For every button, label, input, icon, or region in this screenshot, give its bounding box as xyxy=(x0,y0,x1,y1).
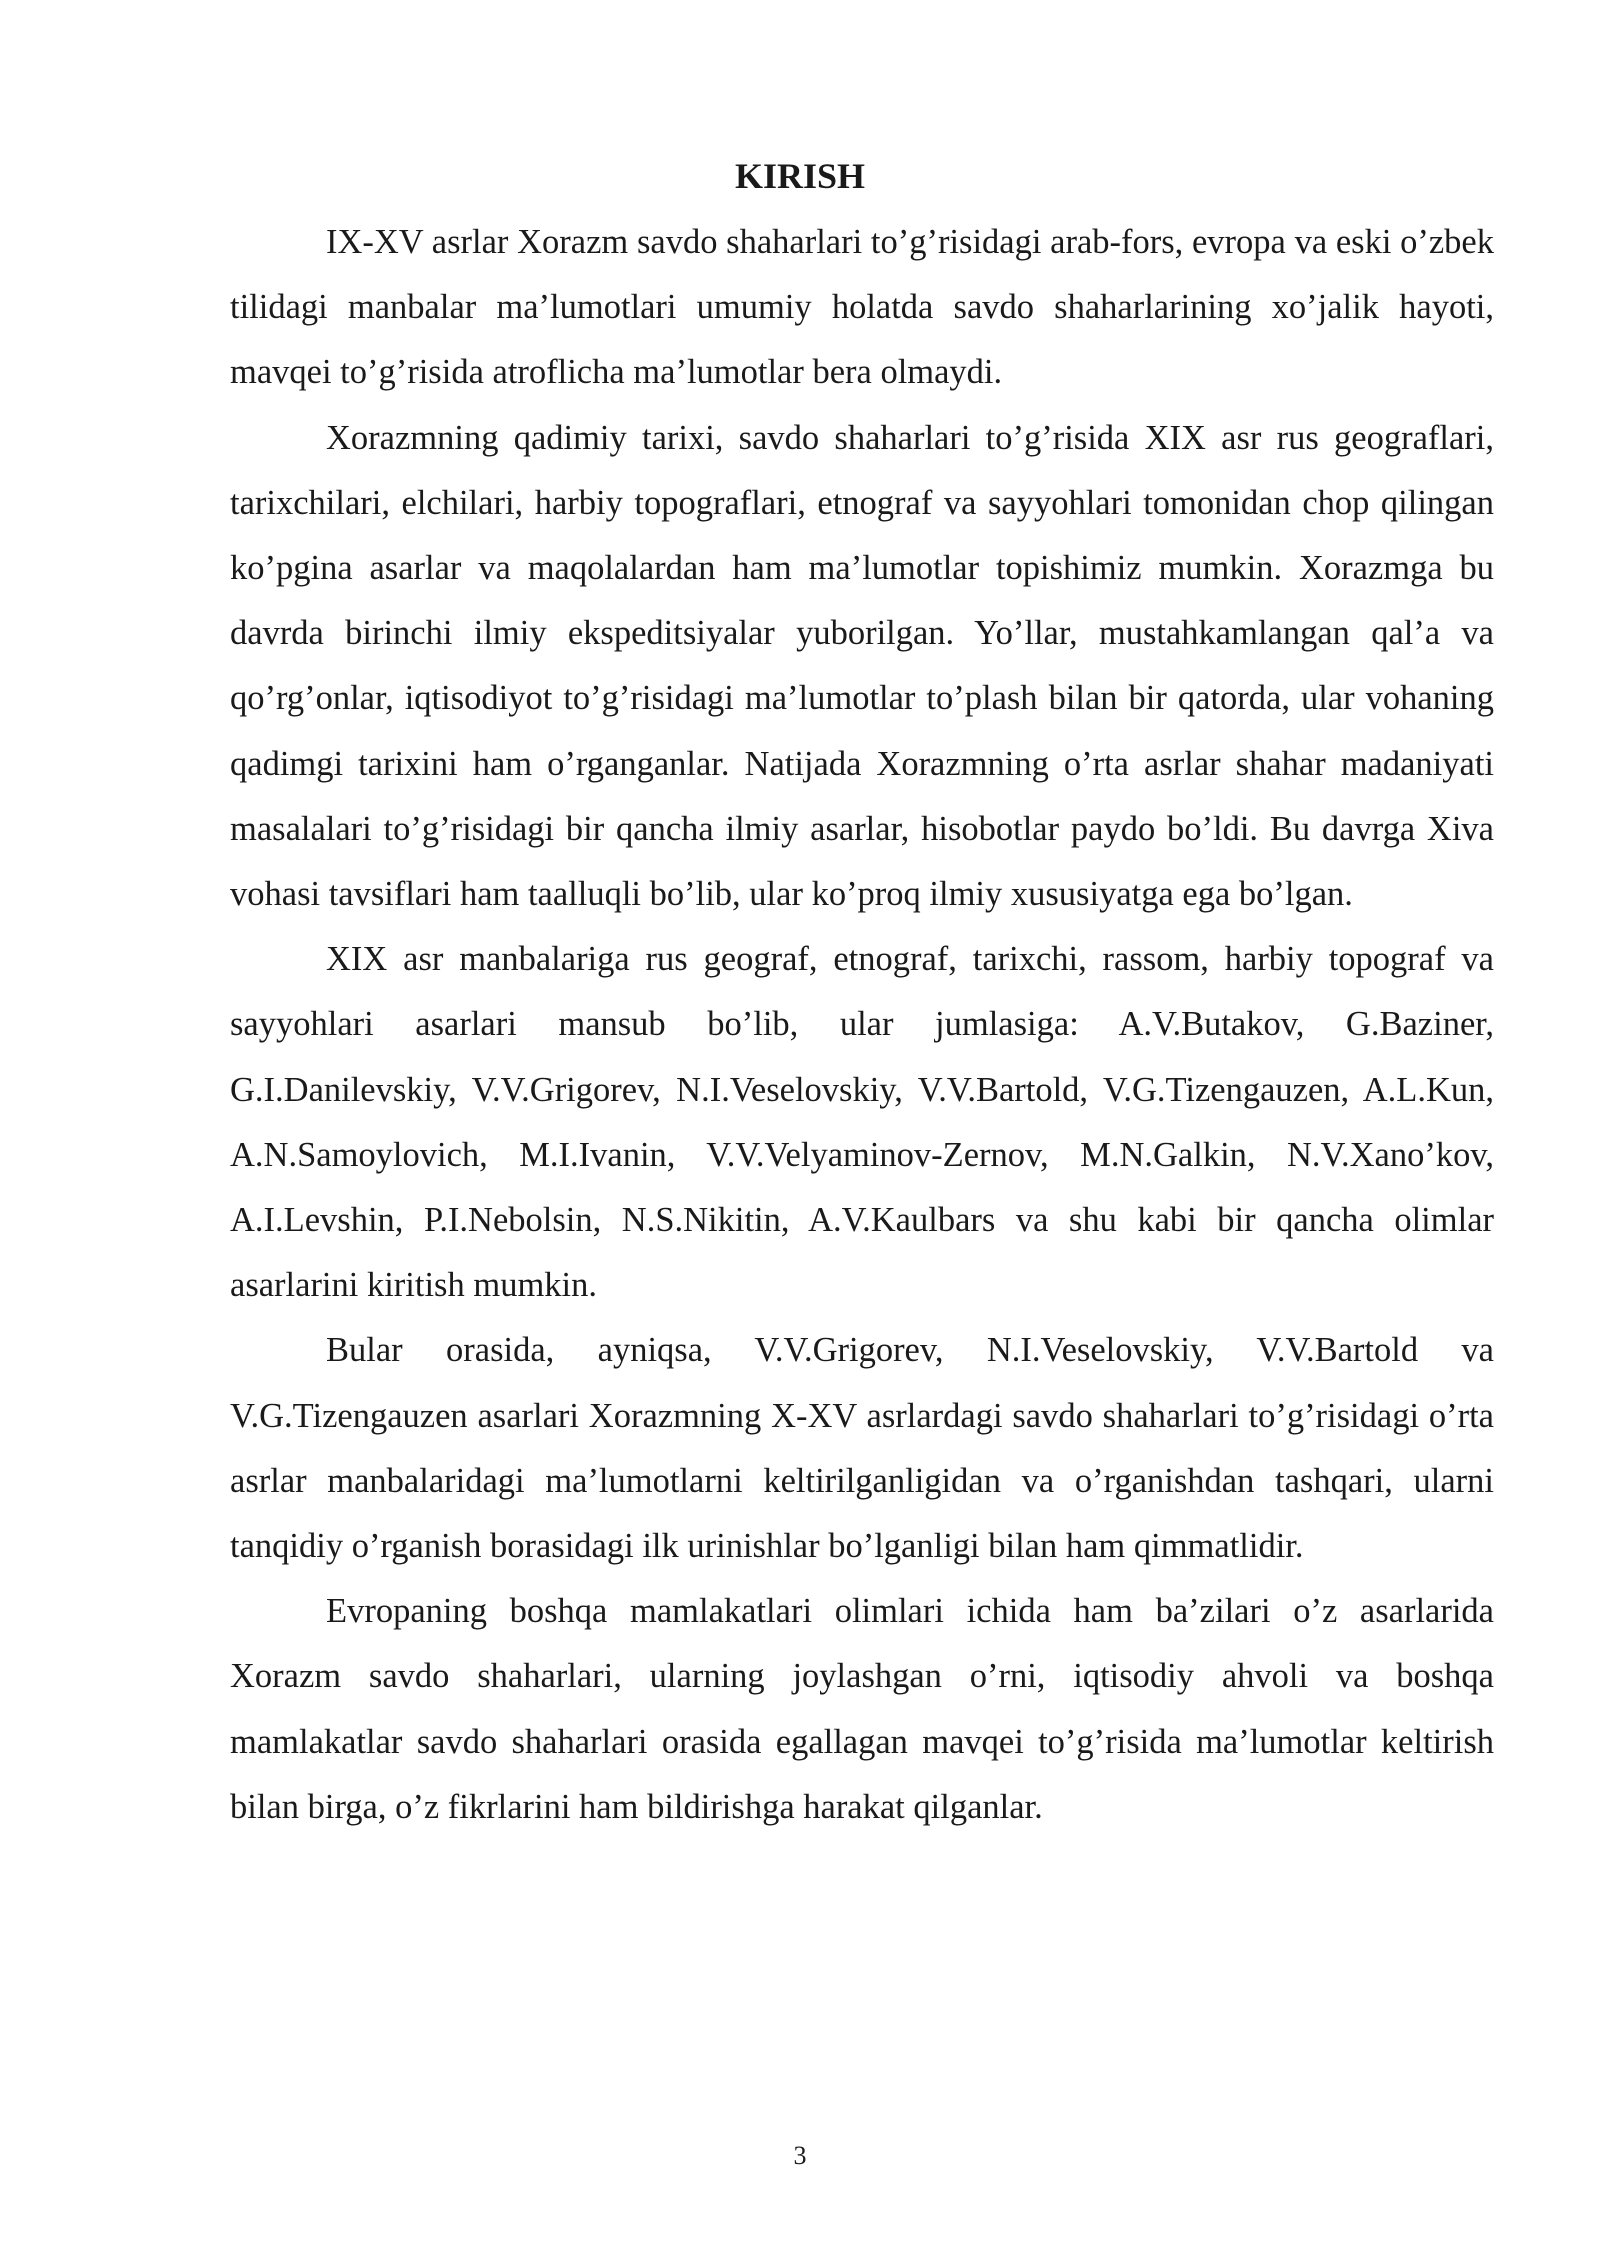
body-text xyxy=(230,210,1494,1840)
paragraph-3: XIX asr manbalariga rus geograf, etnograf, tarixchi, rassom, harbiy topograf va sayyohlari asarlari mansub bo’lib, ular jumlasiga: A.V.Butakov, G.Baziner, G.I.Danilevskiy, V.V.Grigorev, N.I.Veselovskiy, V.V.Bartold, V.G.Tizengauzen, A.L.Kun, A.N.Samoylovich, M.I.Ivanin, V.V.Velyaminov-Zernov, M.N.Galkin, N.V.Xano’kov, A.I.Levshin, P.I.Nebolsin, N.S.Nikitin, A.V.Kaulbars va shu kabi bir qancha olimlar asarlarini kiritish mumkin. xyxy=(230,940,1494,1305)
page-title: KIRISH xyxy=(734,156,866,196)
paragraph-1: IX-XV asrlar Xorazm savdo shaharlari to’g’risidagi arab-fors, evropa va eski o’zbek tilidagi manbalar ma’lumotlari umumiy holatda savdo shaharlarining xo’jalik hayoti, mavqei to’g’risida atroflicha ma’lumotlar bera olmaydi. xyxy=(230,223,1494,392)
paragraph-4: Bular orasida, ayniqsa, V.V.Grigorev, N.I.Veselovskiy, V.V.Bartold va V.G.Tizengauzen asarlari Xorazmning X-XV asrlardagi savdo shaharlari to’g’risidagi o’rta asrlar manbalaridagi ma’lumotlarni keltirilganligidan va o’rganishdan tashqari, ularni tanqidiy o’rganish borasidagi ilk urinishlar bo’lganligi bilan ham qimmatlidir. xyxy=(230,1331,1494,1566)
page-number: 3 xyxy=(793,2141,807,2170)
paragraph-2: Xorazmning qadimiy tarixi, savdo shaharlari to’g’risida XIX asr rus geograflari, tarixchilari, elchilari, harbiy topograflari, etnograf va sayyohlari tomonidan chop qilingan ko’pgina asarlar va maqolalardan ham ma’lumotlar topishimiz mumkin. Xorazmga bu davrda birinchi ilmiy ekspeditsiyalar yuborilgan. Yo’llar, mustahkamlangan qal’a va qo’rg’onlar, iqtisodiyot to’g’risidagi ma’lumotlar to’plash bilan bir qatorda, ular vohaning qadimgi tarixini ham o’rganganlar. Natijada Xorazmning o’rta asrlar shahar madaniyati masalalari to’g’risidagi bir qancha ilmiy asarlar, hisobotlar paydo bo’ldi. Bu davrga Xiva vohasi tavsiflari ham taalluqli bo’lib, ular ko’proq ilmiy xususiyatga ega bo’lgan. xyxy=(230,418,1494,914)
paragraph-5: Evropaning boshqa mamlakatlari olimlari ichida ham ba’zilari o’z asarlarida Xorazm savdo shaharlari, ularning joylashgan o’rni, iqtisodiy ahvoli va boshqa mamlakatlar savdo shaharlari orasida egallagan mavqei to’g’risida ma’lumotlar keltirish bilan birga, o’z fikrlarini ham bildirishga harakat qilganlar. xyxy=(230,1592,1494,1826)
